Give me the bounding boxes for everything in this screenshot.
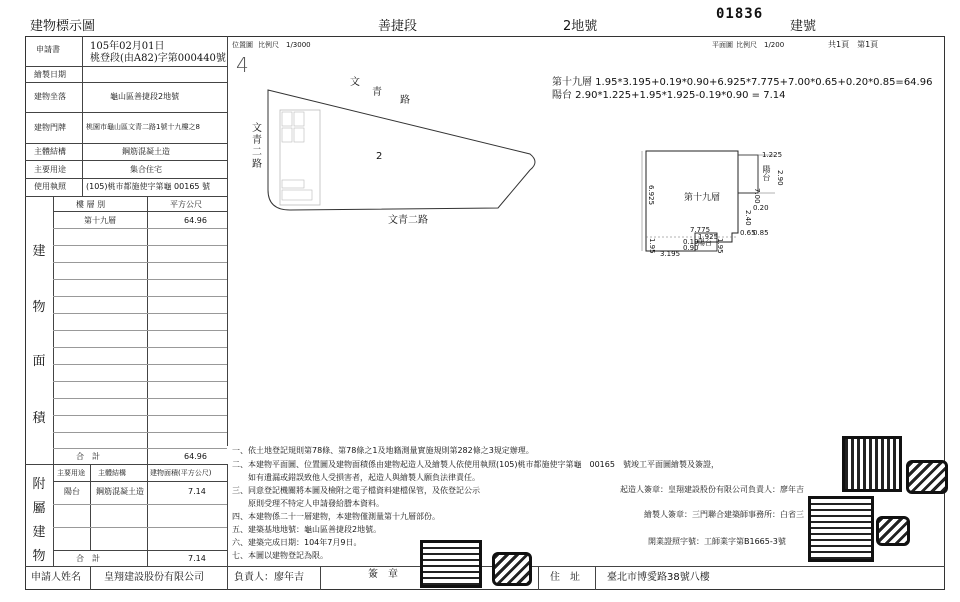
area-side-char-1: 建 bbox=[32, 244, 46, 259]
annex-total-value: 7.14 bbox=[188, 554, 206, 563]
dim-right-c: 0.20 bbox=[753, 204, 769, 212]
area-table-rule bbox=[53, 364, 227, 365]
note-3: 三、同意登記機關將本圖及檢附之電子檔資料建檔保管，及依登記公示 bbox=[232, 486, 480, 495]
annex-side-char-2: 屬 bbox=[32, 501, 46, 516]
use-value: 集合住宅 bbox=[130, 165, 162, 174]
site-value: 龜山區善捷段2地號 bbox=[110, 92, 180, 101]
area-header: 平方公尺 bbox=[170, 200, 202, 209]
measure-date-label: 繪製日期 bbox=[34, 70, 66, 79]
applicant-label: 申請人姓名 bbox=[31, 572, 81, 583]
builder-signature-line: 起造人簽章：皇翔建設股份有限公司負責人：廖年吉 bbox=[620, 485, 804, 494]
area-table-rule bbox=[53, 398, 227, 399]
annex-row-area: 7.14 bbox=[188, 487, 206, 496]
annex-row-use: 陽台 bbox=[64, 487, 80, 496]
area-side-char-3: 面 bbox=[32, 354, 46, 369]
area-table-rule bbox=[53, 432, 227, 433]
road-west-char-4: 路 bbox=[252, 159, 262, 170]
dim-left: 6.925 bbox=[647, 185, 655, 206]
balcony-label-right: 陽台 bbox=[762, 165, 771, 181]
floor-plan-scale: 比例尺 1/200 bbox=[736, 41, 785, 49]
annex-side-char-3: 建 bbox=[32, 525, 46, 540]
location-map-label: 位置圖 bbox=[232, 41, 253, 49]
annex-row-structure: 鋼筋混凝土造 bbox=[96, 487, 144, 496]
road-west-char-1: 文 bbox=[252, 123, 262, 134]
note-6: 六、建築完成日期：104年7月9日。 bbox=[232, 538, 362, 547]
area-side-char-4: 積 bbox=[32, 411, 46, 426]
permit-label: 使用執照 bbox=[34, 182, 66, 191]
road-south-label: 文青二路 bbox=[388, 215, 428, 226]
note-5: 五、建築基地地號：龜山區善捷段2地號。 bbox=[232, 525, 382, 534]
structure-label: 主體結構 bbox=[34, 147, 66, 156]
lot-number: 2地號 bbox=[563, 19, 598, 34]
permit-value: (105)桃市都施使字第龜 00165 號 bbox=[86, 182, 211, 191]
area-table-rule bbox=[53, 313, 227, 314]
area-table-rule bbox=[53, 415, 227, 416]
site-label: 建物坐落 bbox=[34, 92, 66, 101]
dim-bottom-d: 1.95 bbox=[716, 238, 724, 254]
annex-structure-header: 主體結構 bbox=[98, 469, 126, 477]
annex-side-char-1: 附 bbox=[32, 477, 46, 492]
use-label: 主要用途 bbox=[34, 165, 66, 174]
road-north-char-3: 路 bbox=[400, 95, 410, 106]
applicant-address: 臺北市博愛路38號八樓 bbox=[607, 572, 710, 583]
floor-header: 樓 層 別 bbox=[76, 200, 106, 209]
road-north-char-2: 青 bbox=[372, 87, 382, 98]
building-no-label: 建號 bbox=[790, 19, 817, 34]
seal-label: 簽 章 bbox=[368, 569, 398, 580]
applicant-value: 皇翔建設股份有限公司 bbox=[104, 572, 204, 583]
area-total-value: 64.96 bbox=[184, 452, 207, 461]
note-2-cont: 如有遺漏或錯誤致他人受損害者，起造人與繪製人願負法律責任。 bbox=[232, 473, 480, 482]
dim-right-e: 0.85 bbox=[753, 229, 769, 237]
floor-room-label: 第十九層 bbox=[684, 193, 721, 203]
road-north-char-1: 文 bbox=[350, 77, 360, 88]
location-map-scale: 比例尺 1/3000 bbox=[258, 41, 311, 49]
architect-personal-seal-stamp bbox=[876, 516, 910, 546]
road-west-char-3: 二 bbox=[252, 147, 262, 158]
dim-bottom-c: 0.90 bbox=[683, 244, 699, 252]
document-title: 建物標示圖 bbox=[30, 19, 96, 34]
area-formula-main: 第十九層 1.95*3.195+0.19*0.90+6.925*7.775+7.00*0.65+0.20*0.85=64.96 bbox=[552, 77, 933, 88]
note-3-cont: 原則受理不特定人申請發給謄本資料。 bbox=[232, 499, 384, 508]
area-side-char-2: 物 bbox=[32, 300, 46, 315]
applicant-company-seal-stamp bbox=[420, 540, 482, 588]
area-table-rule bbox=[53, 296, 227, 297]
area-row-floor: 第十九層 bbox=[84, 216, 116, 225]
section-name: 善捷段 bbox=[378, 19, 418, 34]
area-table-rule bbox=[53, 245, 227, 246]
dim-right-d: 2.40 bbox=[744, 210, 752, 226]
annex-use-header: 主要用途 bbox=[57, 469, 85, 477]
address-value: 桃園市龜山區文青二路1號十九樓之8 bbox=[86, 123, 200, 131]
balcony-label-bottom: 陽台 bbox=[698, 239, 712, 247]
lot-number-on-map: 2 bbox=[376, 151, 383, 162]
dim-right-b: 7.00 bbox=[753, 188, 761, 204]
document-number: 01836 bbox=[716, 6, 764, 22]
area-formula-balcony: 陽台 2.90*1.225+1.95*1.925-0.19*0.90 = 7.14 bbox=[552, 90, 786, 101]
representative-label: 負責人：廖年吉 bbox=[234, 572, 304, 583]
area-table-rule bbox=[53, 228, 227, 229]
dim-right-a: 2.90 bbox=[776, 170, 784, 186]
dim-top-right: 1.225 bbox=[762, 151, 783, 159]
representative-seal-stamp bbox=[906, 460, 948, 494]
dim-bottom-e: 0.65 bbox=[740, 229, 756, 237]
left-column-divider bbox=[227, 36, 228, 446]
note-7: 七、本圖以建物登記為限。 bbox=[232, 551, 328, 560]
applicant-rep-seal-stamp bbox=[492, 552, 532, 586]
note-4: 四、本建物係二十一層建物，本建物僅測量第十九層部份。 bbox=[232, 512, 440, 521]
location-map-drawing bbox=[230, 70, 560, 230]
area-table-rule bbox=[53, 347, 227, 348]
application-label: 申請書 bbox=[36, 45, 60, 54]
drafter-signature-line: 繪製人簽章：三門聯合建築師事務所：白省三 bbox=[644, 510, 804, 519]
road-west-char-2: 青 bbox=[252, 135, 262, 146]
floor-plan-label: 平面圖 bbox=[712, 41, 733, 49]
address-label: 建物門牌 bbox=[34, 123, 66, 132]
note-2: 二、本建物平面圖、位置圖及建物面積係由建物起造人及繪製人依使用執照(105)桃市都施使字第龜 00165 號竣工平面圖繪製及簽證， bbox=[232, 460, 719, 469]
dim-bottom-wide: 7.775 bbox=[690, 226, 711, 234]
area-table-rule bbox=[53, 262, 227, 263]
address-label: 住 址 bbox=[550, 572, 580, 583]
area-table-rule bbox=[53, 381, 227, 382]
area-table-rule bbox=[53, 330, 227, 331]
page-count: 共1頁 第1頁 bbox=[828, 40, 879, 49]
dim-bottom-b: 0.19 bbox=[683, 238, 699, 246]
architect-seal-stamp bbox=[808, 496, 874, 562]
application-date: 105年02月01日 bbox=[90, 41, 165, 52]
dim-bottom-left-v: 1.95 bbox=[648, 238, 656, 254]
north-arrow-icon: 4 bbox=[236, 53, 249, 77]
note-1: 一、依土地登記規則第78條、第78條之1及地籍測量實施規則第282條之3規定辦理。 bbox=[232, 446, 534, 455]
dim-bottom-left: 3.195 bbox=[660, 250, 681, 258]
structure-value: 鋼筋混凝土造 bbox=[122, 147, 170, 156]
annex-side-char-4: 物 bbox=[32, 549, 46, 564]
application-ref: 桃登段(由A82)字第000440號 bbox=[90, 53, 226, 64]
area-table-rule bbox=[53, 279, 227, 280]
annex-area-header: 建物面積(平方公尺) bbox=[150, 469, 212, 477]
dim-bottom-a: 1.925 bbox=[698, 233, 719, 241]
license-line: 開業證照字號：工師業字第B1665-3號 bbox=[648, 537, 786, 546]
company-seal-stamp bbox=[842, 436, 902, 492]
annex-total-label: 合 計 bbox=[76, 554, 100, 563]
area-total-label: 合 計 bbox=[76, 452, 100, 461]
area-row-value: 64.96 bbox=[184, 216, 207, 225]
